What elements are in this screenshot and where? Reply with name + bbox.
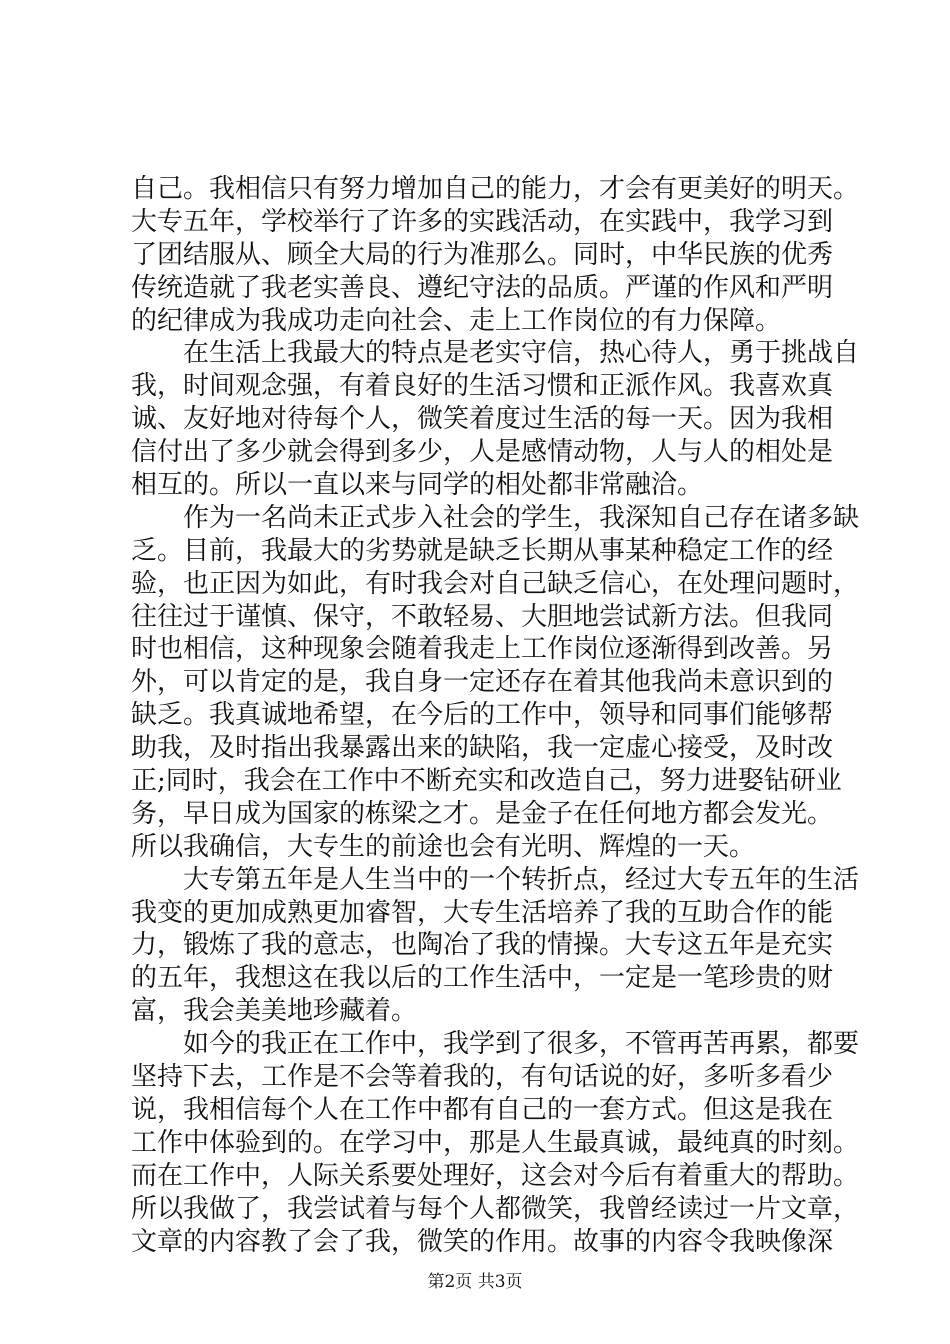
page-footer: 第2页 共3页 [427,1272,523,1292]
text-line: 的纪律成为我成功走向社会、走上工作岗位的有力保障。 [131,305,782,336]
text-line: 工作中体验到的。在学习中，那是人生最真诚，最纯真的时刻。 [131,1127,860,1158]
body-text [131,173,860,1258]
text-line: 说，我相信每个人在工作中都有自己的一套方式。但这是我在 [131,1094,834,1125]
text-line: 传统造就了我老实善良、遵纪守法的品质。严谨的作风和严明 [131,272,834,303]
text-line: 如今的我正在工作中，我学到了很多，不管再苦再累，都要 [183,1029,860,1060]
text-line: 务，早日成为国家的栋梁之才。是金子在任何地方都会发光。 [131,798,834,829]
text-line: 而在工作中，人际关系要处理好，这会对今后有着重大的帮助。 [131,1160,860,1191]
text-line: 相互的。所以一直以来与同学的相处都非常融洽。 [131,470,704,501]
text-line: 了团结服从、顾全大局的行为准那么。同时，中华民族的优秀 [131,239,834,270]
text-line: 自己。我相信只有努力增加自己的能力，才会有更美好的明天。 [131,174,860,204]
text-line: 文章的内容教了会了我，微笑的作用。故事的内容令我映像深 [131,1226,834,1257]
text-line: 外，可以肯定的是，我自身一定还存在着其他我尚未意识到的 [131,667,834,698]
text-line: 坚持下去，工作是不会等着我的，有句话说的好，多听多看少 [131,1062,834,1093]
text-line: 往往过于谨慎、保守，不敢轻易、大胆地尝试新方法。但我同 [131,601,834,632]
text-line: 大专五年，学校举行了许多的实践活动，在实践中，我学习到 [131,206,834,237]
text-line: 我变的更加成熟更加睿智，大专生活培养了我的互助合作的能 [131,897,834,928]
text-line: 诚、友好地对待每个人，微笑着度过生活的每一天。因为我相 [131,404,834,435]
text-line: 乏。目前，我最大的劣势就是缺乏长期从事某种稳定工作的经 [131,535,834,566]
text-line: 作为一名尚未正式步入社会的学生，我深知自己存在诸多缺 [183,502,860,533]
text-line: 大专第五年是人生当中的一个转折点，经过大专五年的生活 [183,864,860,895]
text-line: 正;同时，我会在工作中不断充实和改造自己，努力进娶钻研业 [131,766,842,797]
text-line: 力，锻炼了我的意志，也陶冶了我的情操。大专这五年是充实 [131,930,834,961]
text-line: 助我，及时指出我暴露出来的缺陷，我一定虚心接受，及时改 [131,733,834,764]
text-line: 富，我会美美地珍藏着。 [131,996,418,1027]
text-line: 验，也正因为如此，有时我会对自己缺乏信心，在处理问题时， [131,568,860,599]
text-line: 时也相信，这种现象会随着我走上工作岗位逐渐得到改善。另 [131,634,834,665]
text-line: 我，时间观念强，有着良好的生活习惯和正派作风。我喜欢真 [131,371,834,402]
text-line: 的五年，我想这在我以后的工作生活中，一定是一笔珍贵的财 [131,963,834,994]
text-line: 所以我做了，我尝试着与每个人都微笑，我曾经读过一片文章， [131,1193,860,1224]
text-line: 在生活上我最大的特点是老实守信，热心待人，勇于挑战自 [183,338,860,369]
text-line: 所以我确信，大专生的前途也会有光明、辉煌的一天。 [131,831,756,862]
text-line: 缺乏。我真诚地希望，在今后的工作中，领导和同事们能够帮 [131,700,834,731]
text-line: 信付出了多少就会得到多少，人是感情动物，人与人的相处是 [131,437,834,468]
